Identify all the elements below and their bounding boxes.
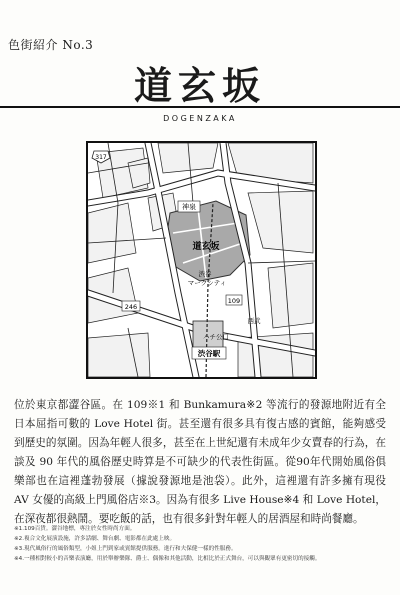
footnote: ※4.一種相對較小的音樂表演廳，用於舉辦樂隊、爵士、偶像和其他活動，比相比於正式舞台，可以與觀眾有更密切的接觸。: [14, 556, 321, 562]
mark-city-label-line1: 渋谷: [198, 270, 212, 278]
shinsen-label: 神泉: [182, 203, 196, 211]
hachiko-exit-label: ハチ公口: [203, 333, 229, 341]
map-drawing: [88, 143, 315, 377]
page-title: 道玄坂: [133, 63, 266, 108]
footnote: ※2.複合文化展演設施，許多話劇、舞台劇、電影都在此處上映。: [14, 536, 176, 542]
route-246-label: 246: [124, 303, 138, 311]
mark-city-label-line2: マークシティ: [187, 279, 227, 287]
romaji-subtitle: DOGENZAKA: [163, 114, 237, 123]
seibu-label: 西武: [247, 317, 261, 325]
dogenzaka-label: 道玄坂: [192, 242, 220, 252]
shibuya-station-label: 渋谷駅: [197, 349, 221, 358]
footnote: ※3.現代風俗行的風俗類型，小姐上門到家或賓館提供服務。進行和夫保健一樣的性服務。: [14, 546, 237, 552]
description-paragraph: 位於東京都澀谷區。在 109※1 和 Bunkamura※2 等流行的發源地附近有全日本屈指可數的 Love Hotel 街。甚至還有很多具有復古感的賓館，能夠感受到歷史的氛圍。因為年輕人很多，甚至在上世紀還有未成年少女賣春的行為，在談及 90 年代的風俗歷史時算是不可缺少的代表性街區。從90年代開始風俗俱樂部也在這裡蓬勃發展（據說發源地是池袋）。此外，這裡還有許多擁有現役 AV 女優的高級上門風俗店※3。因為有很多 Live House※4 和 Love Hotel，在深夜都很熱鬧。要吃飯的話，也有很多針對年輕人的居酒屋和時尚餐廳。: [14, 399, 386, 525]
route-109-label: 109: [227, 297, 241, 305]
route-317-label: 317: [95, 154, 107, 161]
footnote: ※1.109百貨。澀谷地標，專注於女性時尚方面。: [14, 526, 136, 532]
title-divider: [0, 106, 400, 108]
footnotes: [14, 524, 386, 564]
area-map: [86, 141, 317, 379]
series-label: 色街紹介 No.3: [8, 38, 94, 52]
